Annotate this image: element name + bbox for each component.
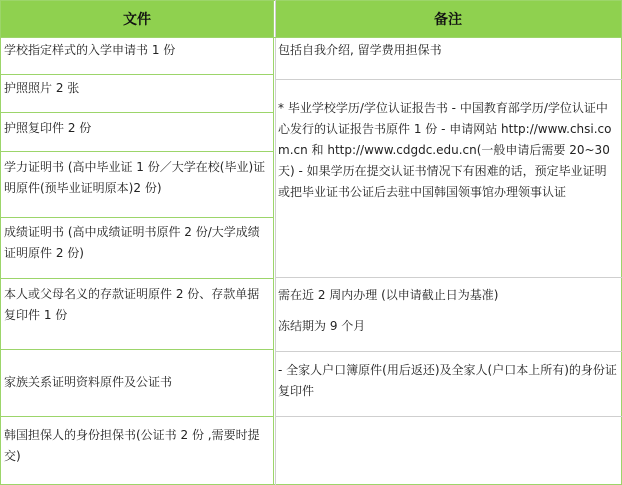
header-document-label: 文件 <box>123 12 151 28</box>
row-divider <box>0 217 274 218</box>
row-divider <box>0 74 274 75</box>
remark-divider <box>275 277 622 278</box>
remark-divider <box>275 79 622 80</box>
row-2-document: 护照照片 2 张 <box>4 81 80 95</box>
row-divider <box>0 349 274 350</box>
remark-line: 需在近 2 周内办理 (以申请截止日为基准) <box>278 288 499 302</box>
column-divider-inner <box>275 0 276 485</box>
row-1-document: 学校指定样式的入学申请书 1 份 <box>4 43 176 57</box>
remark-divider <box>275 416 622 417</box>
row-5-document: 成绩证明书 (高中成绩证明书原件 2 份/大学成绩证明原件 2 份) <box>4 225 260 260</box>
row-divider <box>0 416 274 417</box>
row-6-document: 本人或父母名义的存款证明原件 2 份、存款单据复印件 1 份 <box>4 287 260 322</box>
row-3-document: 护照复印件 2 份 <box>4 121 92 135</box>
row-4-document: 学力证明书 (高中毕业证 1 份／大学在校(毕业)证明原件(预毕业证明原本)2 份) <box>4 160 266 195</box>
row-7-document: 家族关系证明资料原件及公证书 <box>4 375 173 389</box>
column-divider <box>273 0 274 485</box>
remark-divider <box>275 351 622 352</box>
remark-line: * 毕业学校学历/学位认证报告书 - 中国教育部学历/学位认证中心发行的认证报告书原件 1 份 - 申请网站 http://www.chsi.com.cn 和 http://www.cdgdc.edu.cn(一般申请后需要 20~30 天) - 如果学历在提交认证书情况下有困难的话，预定毕业证明或把毕业证书公证后去驻中国韩国领事馆办理领事认证 <box>278 101 612 199</box>
remark-line: - 全家人户口簿原件(用后返还)及全家人(户口本上所有)的身份证复印件 <box>278 363 617 398</box>
row-divider <box>0 278 274 279</box>
row-divider <box>0 151 274 152</box>
row-divider <box>0 112 274 113</box>
remark-line: 包括自我介绍, 留学费用担保书 <box>278 43 442 57</box>
header-remark-label: 备注 <box>434 12 462 28</box>
header-divider <box>0 37 622 38</box>
remark-line: 冻结期为 9 个月 <box>278 319 366 333</box>
row-8-document: 韩国担保人的身份担保书(公证书 2 份 ,需要时提交) <box>4 428 260 463</box>
